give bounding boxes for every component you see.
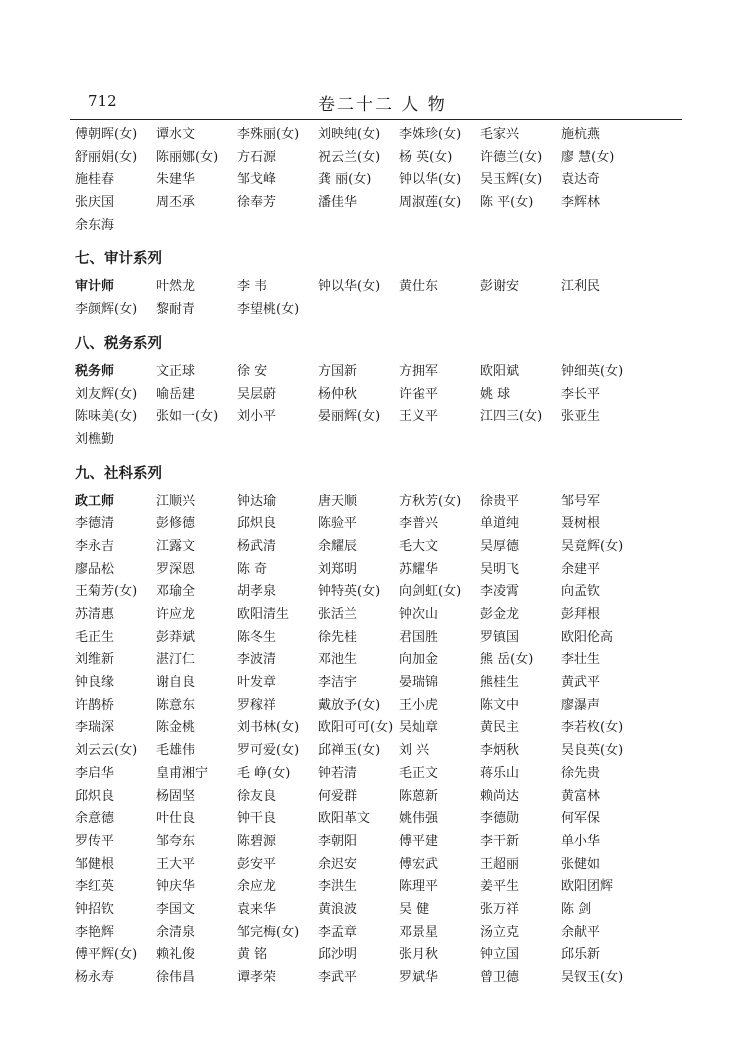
- person-name: 李普兴: [399, 516, 439, 532]
- person-name: 邱禅玉(女): [318, 743, 381, 759]
- person-name: 陈 剑: [561, 901, 592, 917]
- person-name: 毛正生: [75, 629, 115, 645]
- person-name: 邓景星: [399, 924, 439, 940]
- person-name: 彭拜根: [561, 607, 601, 622]
- person-name: 单道纯: [480, 516, 520, 532]
- person-name: 杨永寿: [75, 970, 115, 985]
- person-name: 蒋乐山: [480, 765, 520, 781]
- person-name: 余耀辰: [318, 538, 358, 554]
- person-name: 李姝珍(女): [399, 127, 462, 142]
- section-title: 七、审计系列: [75, 251, 162, 268]
- person-name: 施桂春: [75, 172, 115, 188]
- person-name: 钟达瑜: [237, 493, 277, 509]
- person-name: 廖品松: [75, 561, 115, 577]
- person-name: 邹完梅(女): [237, 924, 300, 940]
- person-name: 吴层蔚: [237, 386, 277, 402]
- person-name: 刘郑明: [318, 561, 358, 577]
- person-name: 李德清: [75, 516, 115, 532]
- person-name: 李炳秋: [480, 743, 520, 759]
- person-name: 黄民主: [480, 720, 520, 736]
- person-name: 余清泉: [156, 924, 196, 940]
- person-name: 赖礼俊: [156, 947, 196, 963]
- person-name: 彭修德: [156, 516, 196, 532]
- person-name: 毛正文: [399, 765, 439, 781]
- person-name: 吴明飞: [480, 561, 520, 577]
- person-name: 胡孝泉: [237, 584, 277, 600]
- person-name: 黄武平: [561, 675, 601, 691]
- person-name: 江四三(女): [480, 409, 543, 425]
- person-name: 王义平: [399, 409, 439, 425]
- person-name: 叶发章: [237, 675, 277, 691]
- person-name: 张如一(女): [156, 409, 219, 425]
- person-name: 吴钗玉(女): [561, 970, 624, 985]
- person-name: 何军保: [561, 811, 601, 827]
- person-name: 傅宏武: [399, 856, 439, 872]
- person-name: 傅朝晖(女): [75, 127, 138, 142]
- person-name: 傅平建: [399, 833, 439, 849]
- person-name: 姚 球: [480, 386, 511, 402]
- person-name: 钟以华(女): [399, 172, 462, 188]
- person-name: 黄 铭: [237, 947, 268, 963]
- person-name: 姜平生: [480, 879, 520, 895]
- person-name: 刘小平: [237, 409, 277, 425]
- person-name: 王大平: [156, 856, 196, 872]
- person-name: 毛 峥(女): [237, 765, 291, 781]
- category-label: 审计师: [75, 279, 115, 295]
- person-name: 陈丽娜(女): [156, 149, 219, 165]
- person-name: 欧阳清生: [237, 607, 290, 622]
- person-name: 彭莽斌: [156, 629, 196, 645]
- person-name: 苏耀华: [399, 561, 439, 577]
- person-name: 钟细英(女): [561, 363, 624, 379]
- chapter-title: 卷二十二 人 物: [318, 95, 447, 115]
- person-name: 罗稼祥: [237, 697, 277, 713]
- header-rule: [70, 119, 682, 120]
- person-name: 周淑莲(女): [399, 195, 462, 211]
- person-name: 袁来华: [237, 901, 277, 917]
- person-name: 李洁宇: [318, 675, 358, 691]
- person-name: 吴 健: [399, 901, 430, 917]
- person-name: 吴玉辉(女): [480, 172, 543, 188]
- person-name: 祝云兰(女): [318, 149, 381, 165]
- person-name: 毛大文: [399, 538, 439, 554]
- person-name: 王超丽: [480, 856, 520, 872]
- person-name: 陈碧源: [237, 833, 277, 849]
- person-name: 彭安平: [237, 856, 277, 872]
- person-name: 欧阳革文: [318, 811, 371, 827]
- person-name: 钟若清: [318, 765, 358, 781]
- person-name: 杨 英(女): [399, 149, 453, 165]
- person-name: 李艳辉: [75, 924, 115, 940]
- section-title: 九、社科系列: [75, 465, 162, 482]
- person-name: 徐奉芳: [237, 195, 277, 211]
- person-name: 陈金桃: [156, 720, 196, 736]
- person-name: 余建平: [561, 561, 601, 577]
- person-name: 徐贵平: [480, 493, 520, 509]
- person-name: 欧阳团辉: [561, 879, 614, 895]
- person-name: 向剑虹(女): [399, 584, 462, 600]
- person-name: 余应龙: [237, 879, 277, 895]
- person-name: 袁达奇: [561, 172, 601, 188]
- person-name: 江露文: [156, 538, 196, 554]
- person-name: 皇甫湘宁: [156, 765, 209, 781]
- person-name: 陈蒽新: [399, 788, 439, 804]
- person-name: 李瑞深: [75, 720, 115, 736]
- person-name: 许德兰(女): [480, 149, 543, 165]
- person-name: 罗斌华: [399, 970, 439, 985]
- person-name: 吴良英(女): [561, 743, 624, 759]
- person-name: 罗传平: [75, 833, 115, 849]
- person-name: 刘书林(女): [237, 720, 300, 736]
- person-name: 李德勋: [480, 811, 520, 827]
- person-name: 李永吉: [75, 538, 115, 554]
- person-name: 余意德: [75, 811, 115, 827]
- person-name: 徐友良: [237, 788, 277, 804]
- name-grid: [75, 124, 685, 237]
- person-name: 陈意东: [156, 697, 196, 713]
- person-name: 李若枚(女): [561, 720, 624, 736]
- person-name: 谭孝荣: [237, 970, 277, 985]
- person-name: 李颜辉(女): [75, 302, 138, 318]
- person-name: 钟特英(女): [318, 584, 381, 600]
- person-name: 江利民: [561, 279, 601, 295]
- person-name: 戴放予(女): [318, 697, 381, 713]
- person-name: 李壮生: [561, 652, 601, 668]
- person-name: 刘维新: [75, 652, 115, 668]
- person-name: 喻岳建: [156, 386, 196, 402]
- person-name: 毛雄伟: [156, 743, 196, 759]
- person-name: 陈 奇: [237, 561, 268, 577]
- section-title: 八、税务系列: [75, 335, 162, 352]
- person-name: 李 韦: [237, 279, 268, 295]
- person-name: 钟以华(女): [318, 279, 381, 295]
- person-name: 邓池生: [318, 652, 358, 668]
- person-name: 廖 慧(女): [561, 149, 615, 165]
- person-name: 李望桃(女): [237, 302, 300, 318]
- person-name: 刘云云(女): [75, 743, 138, 759]
- person-name: 刘友辉(女): [75, 386, 138, 402]
- person-name: 李辉林: [561, 195, 601, 211]
- person-name: 李朝阳: [318, 833, 358, 849]
- person-name: 邱沙明: [318, 947, 358, 963]
- person-name: 许应龙: [156, 607, 196, 622]
- person-name: 杨固坚: [156, 788, 196, 804]
- person-name: 邱炽良: [237, 516, 277, 532]
- person-name: 李武平: [318, 970, 358, 985]
- person-name: 熊 岳(女): [480, 652, 534, 668]
- person-name: 陈 平(女): [480, 195, 534, 211]
- person-name: 刘樵勤: [75, 431, 115, 447]
- person-name: 彭金龙: [480, 607, 520, 622]
- person-name: 方石源: [237, 149, 277, 165]
- person-name: 钟招钦: [75, 901, 115, 917]
- name-list: [75, 124, 685, 990]
- person-name: 罗可爱(女): [237, 743, 300, 759]
- person-name: 邱炽良: [75, 788, 115, 804]
- person-name: 李凌霄: [480, 584, 520, 600]
- person-name: 谭水文: [156, 127, 196, 142]
- person-name: 许雀平: [399, 386, 439, 402]
- person-name: 陈味美(女): [75, 409, 138, 425]
- person-name: 邓瑜全: [156, 584, 196, 600]
- person-name: 李红英: [75, 879, 115, 895]
- person-name: 向加金: [399, 652, 439, 668]
- person-name: 叶然龙: [156, 279, 196, 295]
- person-name: 张亚生: [561, 409, 601, 425]
- person-name: 龚 丽(女): [318, 172, 372, 188]
- person-name: 李波清: [237, 652, 277, 668]
- person-name: 邹戈峰: [237, 172, 277, 188]
- person-name: 张活兰: [318, 607, 358, 622]
- person-name: 黄仕东: [399, 279, 439, 295]
- person-name: 邹号军: [561, 493, 601, 509]
- person-name: 钟干良: [237, 811, 277, 827]
- person-name: 陈验平: [318, 516, 358, 532]
- person-name: 徐先贵: [561, 765, 601, 781]
- person-name: 潘佳华: [318, 195, 358, 211]
- person-name: 邹健根: [75, 856, 115, 872]
- person-name: 晏丽辉(女): [318, 409, 381, 425]
- name-grid: [75, 491, 685, 990]
- person-name: 欧阳可可(女): [318, 720, 394, 736]
- person-name: 湛汀仁: [156, 652, 196, 668]
- person-name: 赖尚达: [480, 788, 520, 804]
- person-name: 黄富林: [561, 788, 601, 804]
- person-name: 邱乐新: [561, 947, 601, 963]
- person-name: 欧阳伦高: [561, 629, 614, 645]
- person-name: 曾卫德: [480, 970, 520, 985]
- person-name: 王菊芳(女): [75, 584, 138, 600]
- person-name: 何爱群: [318, 788, 358, 804]
- person-name: 王小虎: [399, 697, 439, 713]
- person-name: 李洪生: [318, 879, 358, 895]
- person-name: 陈理平: [399, 879, 439, 895]
- person-name: 晏瑞锦: [399, 675, 439, 691]
- person-name: 李干新: [480, 833, 520, 849]
- person-name: 张庆国: [75, 195, 115, 211]
- person-name: 姚伟强: [399, 811, 439, 827]
- person-name: 毛家兴: [480, 127, 520, 142]
- person-name: 傅平辉(女): [75, 947, 138, 963]
- page-header: [88, 88, 668, 114]
- person-name: 徐伟昌: [156, 970, 196, 985]
- person-name: 方秋芳(女): [399, 493, 462, 509]
- section: [75, 246, 685, 321]
- person-name: 余献平: [561, 924, 601, 940]
- person-name: 向孟钦: [561, 584, 601, 600]
- person-name: 江顺兴: [156, 493, 196, 509]
- person-name: 唐天顺: [318, 493, 358, 509]
- person-name: 余迟安: [318, 856, 358, 872]
- person-name: 钟立国: [480, 947, 520, 963]
- person-name: 聂树根: [561, 516, 601, 532]
- person-name: 朱建华: [156, 172, 196, 188]
- person-name: 吴竟辉(女): [561, 538, 624, 554]
- person-name: 李长平: [561, 386, 601, 402]
- person-name: 刘 兴: [399, 743, 430, 759]
- person-name: 许鹊桥: [75, 697, 115, 713]
- person-name: 苏清惠: [75, 607, 115, 622]
- person-name: 单小华: [561, 833, 601, 849]
- person-name: 吴厚德: [480, 538, 520, 554]
- person-name: 杨武清: [237, 538, 277, 554]
- section: [75, 461, 685, 990]
- person-name: 方拥军: [399, 363, 439, 379]
- person-name: 黄浪波: [318, 901, 358, 917]
- person-name: 李孟章: [318, 924, 358, 940]
- person-name: 李启华: [75, 765, 115, 781]
- person-name: 邹夸东: [156, 833, 196, 849]
- person-name: 廖瀑声: [561, 697, 601, 713]
- person-name: 徐先桂: [318, 629, 358, 645]
- person-name: 杨仲秋: [318, 386, 358, 402]
- person-name: 徐 安: [237, 363, 268, 379]
- person-name: 李殊丽(女): [237, 127, 300, 142]
- person-name: 陈文中: [480, 697, 520, 713]
- person-name: 彭谢安: [480, 279, 520, 295]
- name-grid: [75, 276, 685, 321]
- person-name: 李国文: [156, 901, 196, 917]
- page-number: 712: [88, 92, 117, 110]
- person-name: 张健如: [561, 856, 601, 872]
- person-name: 叶仕良: [156, 811, 196, 827]
- person-name: 张万祥: [480, 901, 520, 917]
- person-name: 施杭燕: [561, 127, 601, 142]
- person-name: 熊桂生: [480, 675, 520, 691]
- person-name: 汤立克: [480, 924, 520, 940]
- person-name: 谢自良: [156, 675, 196, 691]
- person-name: 吴灿章: [399, 720, 439, 736]
- person-name: 方国新: [318, 363, 358, 379]
- person-name: 钟庆华: [156, 879, 196, 895]
- person-name: 钟次山: [399, 607, 439, 622]
- name-grid: [75, 361, 685, 452]
- person-name: 刘映纯(女): [318, 127, 381, 142]
- person-name: 黎耐青: [156, 302, 196, 318]
- person-name: 陈冬生: [237, 629, 277, 645]
- person-name: 周丕承: [156, 195, 196, 211]
- category-label: 税务师: [75, 363, 115, 379]
- person-name: 余东海: [75, 217, 115, 233]
- person-name: 罗深恩: [156, 561, 196, 577]
- person-name: 欧阳斌: [480, 363, 520, 379]
- person-name: 罗镇国: [480, 629, 520, 645]
- person-name: 文正球: [156, 363, 196, 379]
- person-name: 张月秋: [399, 947, 439, 963]
- category-label: 政工师: [75, 493, 115, 509]
- person-name: 钟良缘: [75, 675, 115, 691]
- person-name: 君国胜: [399, 629, 439, 645]
- section: [75, 331, 685, 452]
- person-name: 舒丽娟(女): [75, 149, 138, 165]
- section: [75, 124, 685, 237]
